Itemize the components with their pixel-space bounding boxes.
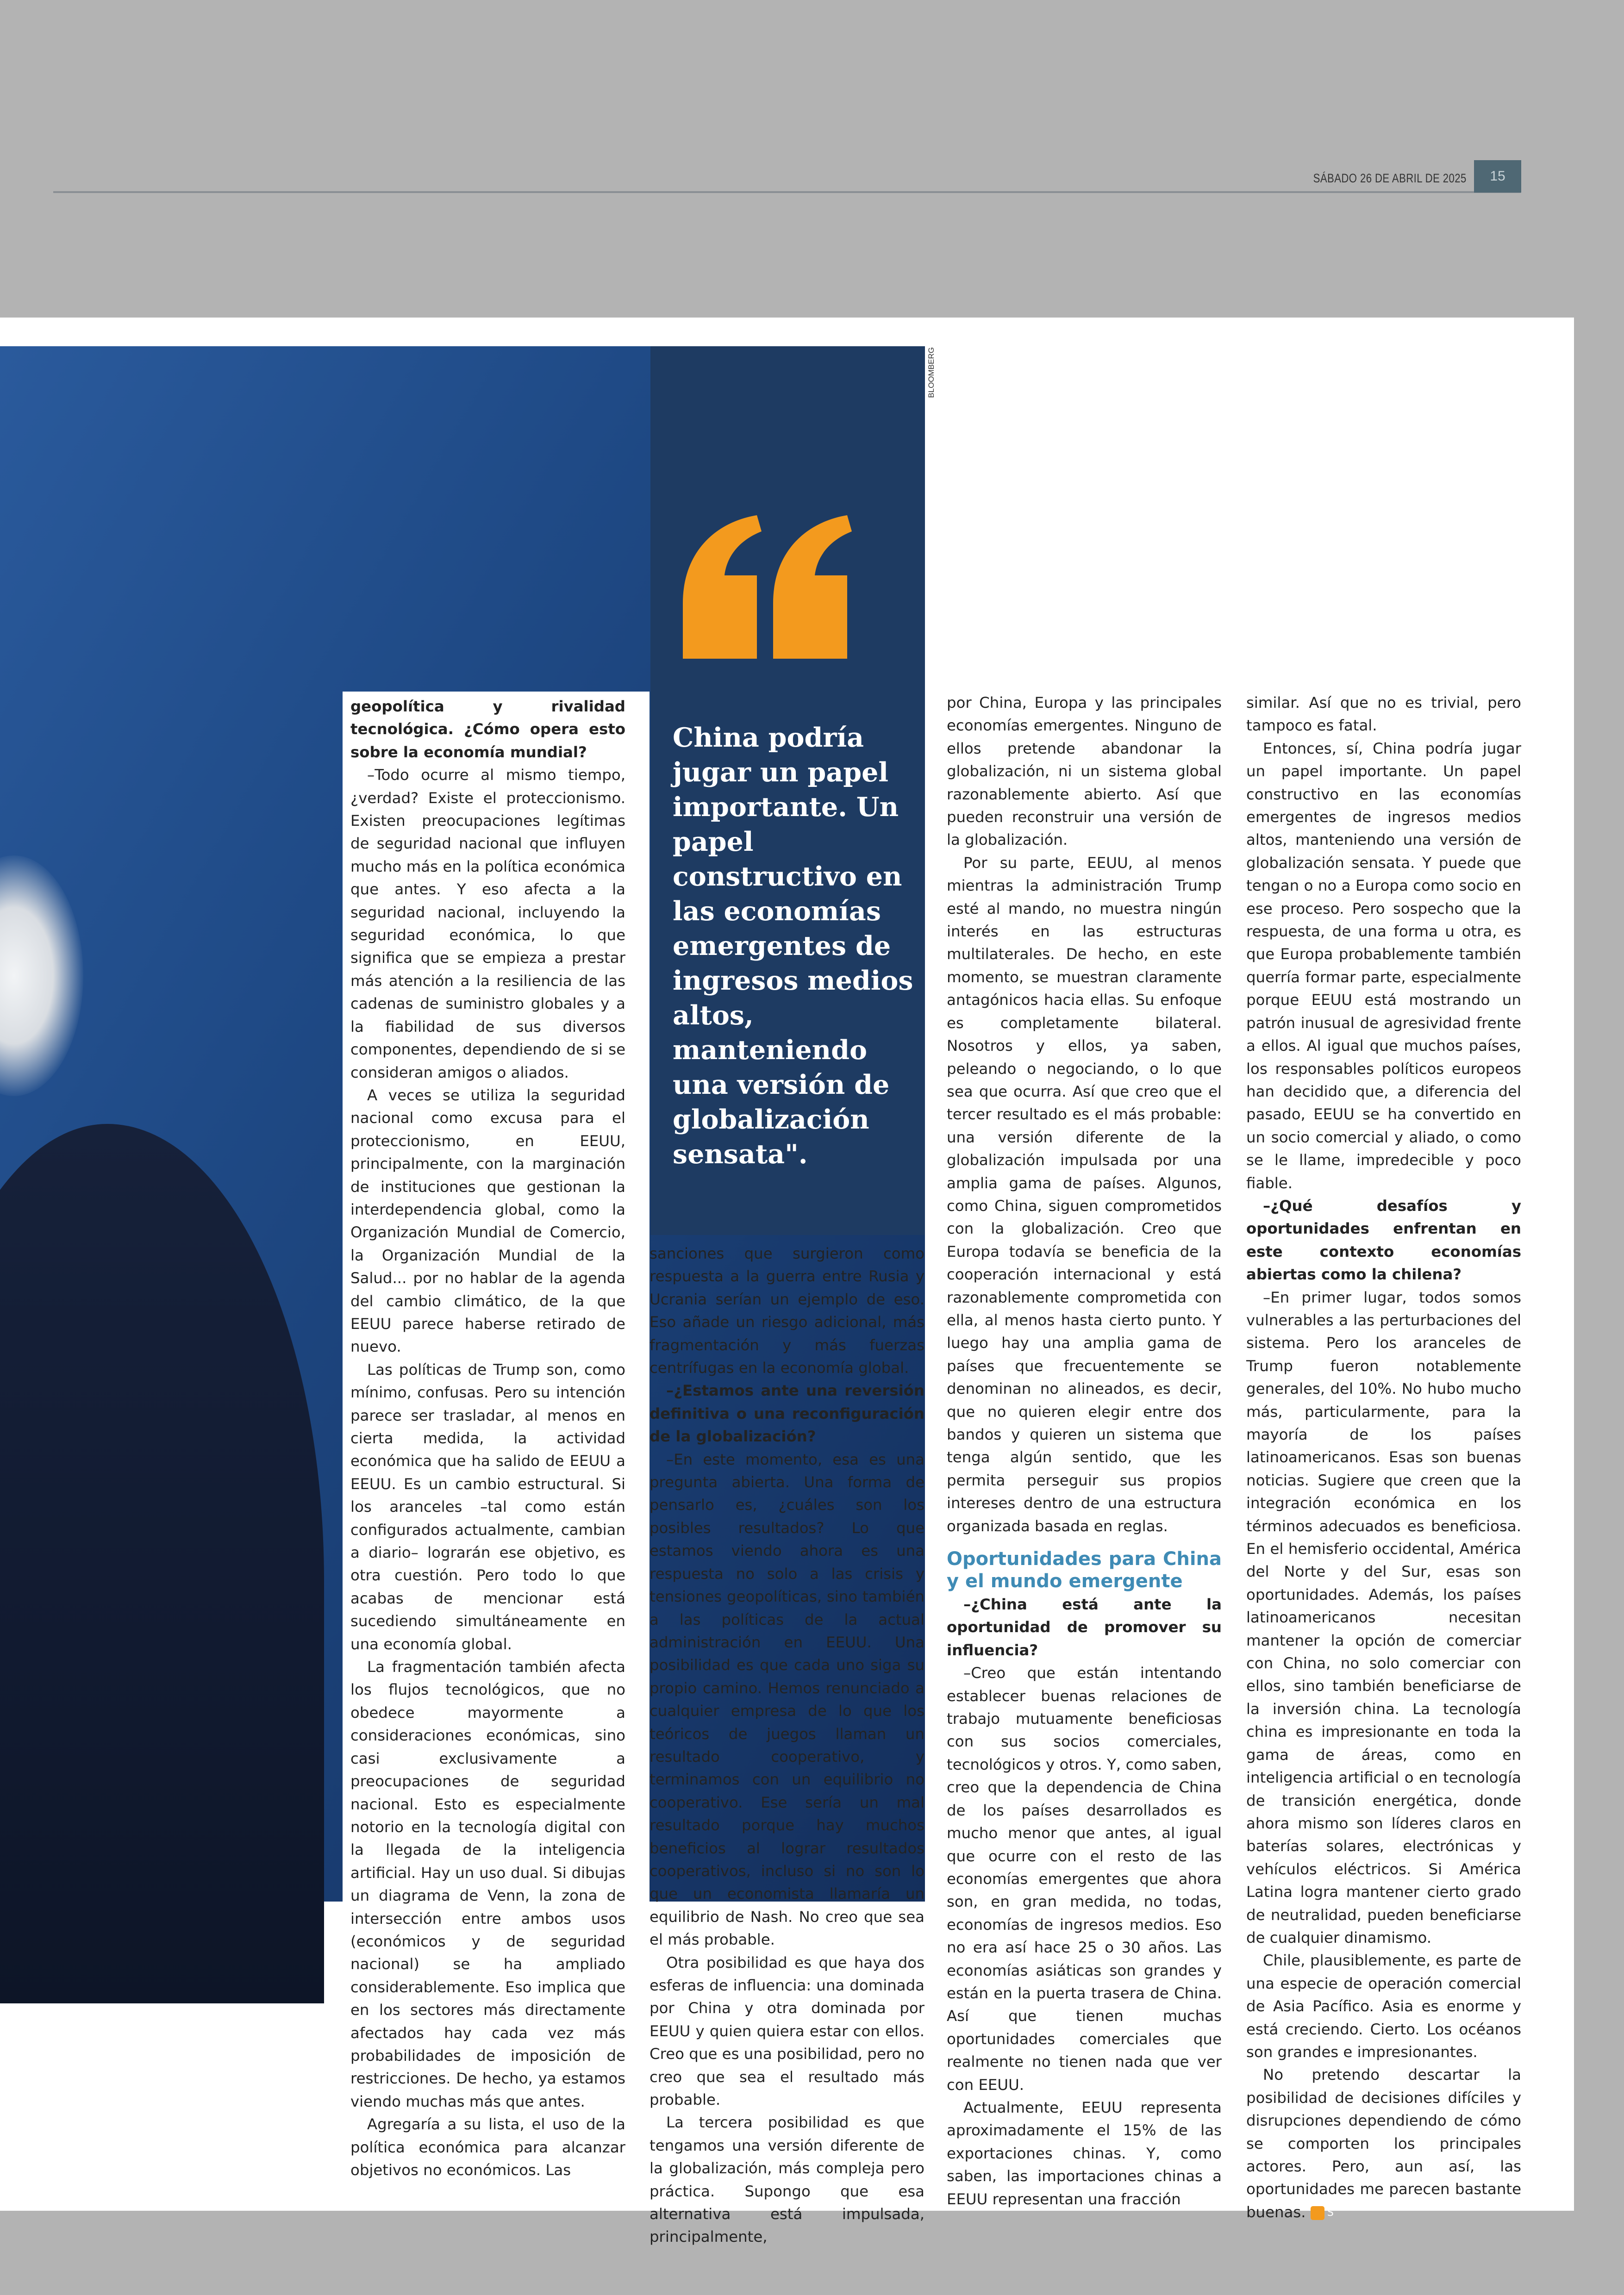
article-column-2 <box>650 1242 924 2249</box>
question-text: –¿Estamos ante una reversión definitiva o una reconfiguración de la globalización? <box>650 1382 924 1446</box>
section-subheading: Oportunidades para China y el mundo emergente <box>947 1548 1222 1592</box>
paragraph: Agregaría a su lista, el uso de la política económica para alcanzar objetivos no económicos. Las <box>350 2115 625 2179</box>
paragraph: A veces se utiliza la seguridad nacional como excusa para el proteccionismo, en EEUU, principalmente, con la marginación de instituciones que gestionan la interdependencia global, como la Organización Mundial de Comercio, la Organización Mundial de la Salud... por no hablar de la agenda del cambio climático, de la que EEUU parece haberse retirado de nuevo. <box>350 1086 625 1356</box>
question-text: –¿China está ante la oportunidad de promover su influencia? <box>947 1596 1222 1659</box>
paragraph: –En primer lugar, todos somos vulnerables a las perturbaciones del sistema. Pero los aranceles de Trump fueron notablemente generales, del 10%. No hubo mucho más, particularmente, para la mayoría de los países latinoamericanos. Esas son buenas noticias. Sugiere que creen que la integración económica en los términos adecuados es beneficiosa. En el hemisferio occidental, América del Norte y del Sur, esas son oportunidades. Además, los países latinoamericanos necesitan mantener la opción de comerciar con China, no solo comerciar con ellos, sino también beneficiarse de la inversión china. La tecnología china es impresionante en toda la gama de áreas, como en inteligencia artificial o en tecnología de transición energética, donde ahora mismo son líderes claros en baterías solares, electrónicas y vehículos eléctricos. Si América Latina logra mantener cierto grado de neutralidad, pueden beneficiarse de cualquier dinamismo. <box>1246 1288 1521 1946</box>
paragraph: similar. Así que no es trivial, pero tampoco es fatal. <box>1246 694 1521 735</box>
paragraph: Las políticas de Trump son, como mínimo, confusas. Pero su intención parece ser trasladar, al menos en cierta medida, la actividad económica que ha salido de EEUU a EEUU. Es un cambio estructural. Si los aranceles –tal como están configurados actualmente, cambian a diario– lograrán ese objetivo, es otra cuestión. Pero todo lo que acabas de mencionar está sucediendo simultáneamente en una economía global. <box>350 1360 625 1653</box>
pull-quote-box <box>650 346 925 1235</box>
photo-subject-hair <box>0 855 83 1096</box>
paragraph: sanciones que surgieron como respuesta a la guerra entre Rusia y Ucrania serían un ejemplo de eso. Eso añade un riesgo adicional, más fragmentación y más fuerzas centrífugas en la economía global. <box>650 1245 924 1377</box>
paragraph: por China, Europa y las principales economías emergentes. Ninguno de ellos pretende abandonar la globalización, ni un sistema global razonablemente abierto. Así que pueden reconstruir una versión de la globalización. <box>947 694 1222 849</box>
issue-date: SÁBADO 26 DE ABRIL DE 2025 <box>1313 171 1467 185</box>
question-text: geopolítica y rivalidad tecnológica. ¿Cómo opera esto sobre la economía mundial? <box>350 698 625 761</box>
paragraph: Entonces, sí, China podría jugar un papel importante. Un papel constructivo en las economías emergentes de ingresos medios altos, manteniendo una versión de globalización sensata. Y puede que tengan o no a Europa como socio en ese proceso. Pero sospecho que la respuesta, de una forma u otra, es que Europa probablemente también querría formar parte, especialmente porque EEUU está mostrando un patrón inusual de agresividad frente a ellos. Al igual que muchos países, los responsables políticos europeos han decidido que, a diferencia del pasado, EEUU se ha convertido en un socio comercial y aliado, o como se le llame, impredecible y poco fiable. <box>1246 739 1521 1192</box>
paragraph: La fragmentación también afecta los flujos tecnológicos, que no obedece mayormente a consideraciones económicas, sino casi exclusivamente a preocupaciones de seguridad nacional. Esto es especialmente notorio en la tecnología digital con la llegada de la inteligencia artificial. Hay un uso dual. Si dibujas un diagrama de Venn, la zona de intersección entre ambos usos (económicos y de seguridad nacional) se ha ampliado considerablemente. Eso implica que en los sectores más directamente afectados hay cada vez más probabilidades de imposición de restricciones. De hecho, ya estamos viendo muchas más que antes. <box>350 1658 625 2110</box>
article-column-3 <box>947 692 1222 2211</box>
quote-mark-icon <box>674 511 859 677</box>
paragraph: –En este momento, esa es una pregunta abierta. Una forma de pensarlo es, ¿cuáles son los posibles resultados? Lo que estamos viendo ahora es una respuesta no solo a las crisis y tensiones geopolíticas, sino también a las políticas de la actual administración en EEUU. Una posibilidad es que cada uno siga su propio camino. Hemos renunciado a cualquier empresa de lo que los teóricos de juegos llaman un resultado cooperativo, y terminamos con un equilibrio no cooperativo. Ese sería un mal resultado porque hay muchos beneficios al lograr resultados cooperativos, incluso si no son lo que un economista llamaría un equilibrio de Nash. No creo que sea el más probable. <box>650 1450 924 1949</box>
paragraph: –Creo que están intentando establecer buenas relaciones de trabajo mutuamente beneficiosas con sus socios comerciales, tecnológicos y otros. Y, como saben, creo que la dependencia de China de los países desarrollados es mucho menor que antes, al igual que ocurre con el resto de las economías emergentes que ahora son, en gran medida, no todas, economías de ingresos medios. Eso no era así hace 25 o 30 años. Las economías asiáticas son grandes y están en la puerta trasera de China. Así que tienen muchas oportunidades comerciales que realmente no tienen nada que ver con EEUU. <box>947 1664 1222 2094</box>
header-rule <box>53 191 1521 193</box>
paragraph <box>1246 2064 1521 2224</box>
article-column-1 <box>350 692 625 2182</box>
paragraph: Actualmente, EEUU representa aproximadamente el 15% de las exportaciones chinas. Y, como saben, las importaciones chinas a EEUU representan una fracción <box>947 2098 1222 2208</box>
page-number: 15 <box>1474 160 1521 193</box>
paragraph: Por su parte, EEUU, al menos mientras la administración Trump esté al mando, no muestra ningún interés en las estructuras multilaterales. De hecho, en este momento, se muestran claramente antagónicos hacia ellas. Su enfoque es completamente bilateral. Nosotros y ellos, ya saben, peleando o negociando, o lo que sea que ocurra. Así que creo que el tercer resultado es el más probable: una versión diferente de la globalización impulsada por una amplia gama de países. Algunos, como China, siguen comprometidos con la globalización. Creo que Europa todavía se beneficia de la cooperación internacional y está razonablemente comprometida con ella, al menos hasta cierto punto. Y luego hay una amplia gama de países que frecuentemente se denominan no alineados, es decir, que no quieren elegir entre dos bandos y quieren un sistema que tenga algún sentido, que les permita perseguir sus propios intereses dentro de una estructura organizada basada en reglas. <box>947 854 1222 1535</box>
paragraph: –Todo ocurre al mismo tiempo, ¿verdad? Existe el proteccionismo. Existen preocupaciones legítimas de seguridad nacional que influyen mucho más en la política económica que antes. Y eso afecta a la seguridad nacional, incluyendo la seguridad económica, lo que significa que se empieza a prestar más atención a la resiliencia de las cadenas de suministro globales y a la fiabilidad de sus diversos componentes, dependiendo de si se consideran amigos o aliados. <box>350 766 625 1081</box>
photo-credit: BLOOMBERG <box>927 347 936 398</box>
photo-subject-jacket <box>0 1124 324 2003</box>
paragraph: La tercera posibilidad es que tengamos una versión diferente de la globalización, más compleja pero práctica. Supongo que esa alternativa está impulsada, principalmente, <box>650 2114 924 2246</box>
article-column-4 <box>1246 692 1521 2224</box>
last-paragraph-text: No pretendo descartar la posibilidad de decisiones difíciles y disrupciones dependiendo de cómo se comporten los principales actores. Pero, aun así, las oportunidades me parecen bastante buenas. <box>1246 2066 1521 2221</box>
paragraph: Chile, plausiblemente, es parte de una especie de operación comercial de Asia Pacífico. Asia es enorme y está creciendo. Cierto. Los océanos son grandes e impresionantes. <box>1246 1952 1521 2061</box>
pull-quote-text: China podría jugar un papel importante. Un papel constructivo en las economías emergentes de ingresos medios altos, manteniendo una versión de globalización sensata". <box>673 722 913 1170</box>
page-sheet <box>0 318 1574 2246</box>
end-of-article-icon: S <box>1311 2206 1324 2220</box>
paragraph: Otra posibilidad es que haya dos esferas de influencia: una dominada por China y otra dominada por EEUU y quien quiera estar con ellos. Creo que es una posibilidad, pero no creo que sea el resultado más probable. <box>650 1953 924 2109</box>
question-text: –¿Qué desafíos y oportunidades enfrentan en este contexto economías abiertas como la chilena? <box>1246 1197 1521 1284</box>
